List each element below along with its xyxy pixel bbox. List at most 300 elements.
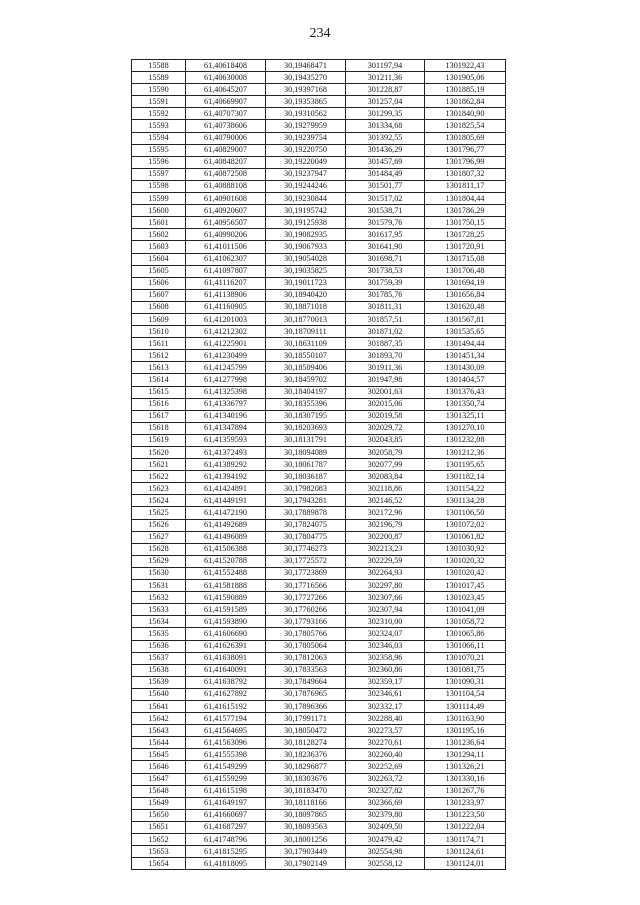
longitude-cell: 30,17716566 [266, 580, 346, 592]
latitude-cell: 61,41212302 [186, 326, 266, 338]
latitude-cell: 61,41225901 [186, 338, 266, 350]
table-row [132, 495, 506, 507]
table-row [132, 640, 506, 652]
y-coordinate-cell: 1301070,21 [425, 652, 506, 664]
longitude-cell: 30,18094089 [266, 447, 346, 459]
x-coordinate-cell: 302083,84 [346, 471, 425, 483]
longitude-cell: 30,17723869 [266, 567, 346, 579]
y-coordinate-cell: 1301066,11 [425, 640, 506, 652]
point-number-cell: 15588 [132, 60, 186, 72]
table-row [132, 410, 506, 422]
table-row [132, 96, 506, 108]
y-coordinate-cell: 1301020,42 [425, 567, 506, 579]
point-number-cell: 15652 [132, 834, 186, 846]
x-coordinate-cell: 301785,76 [346, 289, 425, 301]
point-number-cell: 15633 [132, 604, 186, 616]
table-row [132, 459, 506, 471]
point-number-cell: 15653 [132, 846, 186, 858]
longitude-cell: 30,17896366 [266, 700, 346, 712]
point-number-cell: 15650 [132, 809, 186, 821]
longitude-cell: 30,19239754 [266, 132, 346, 144]
x-coordinate-cell: 302307,94 [346, 604, 425, 616]
x-coordinate-cell: 301538,71 [346, 205, 425, 217]
table-row [132, 265, 506, 277]
y-coordinate-cell: 1301090,31 [425, 676, 506, 688]
y-coordinate-cell: 1301535,65 [425, 326, 506, 338]
point-number-cell: 15620 [132, 447, 186, 459]
latitude-cell: 61,41506388 [186, 543, 266, 555]
x-coordinate-cell: 302359,17 [346, 676, 425, 688]
latitude-cell: 61,41449191 [186, 495, 266, 507]
x-coordinate-cell: 302058,79 [346, 447, 425, 459]
latitude-cell: 61,41640091 [186, 664, 266, 676]
x-coordinate-cell: 301811,31 [346, 301, 425, 313]
point-number-cell: 15642 [132, 713, 186, 725]
point-number-cell: 15607 [132, 289, 186, 301]
latitude-cell: 61,41245799 [186, 362, 266, 374]
y-coordinate-cell: 1301656,84 [425, 289, 506, 301]
latitude-cell: 61,41615192 [186, 700, 266, 712]
y-coordinate-cell: 1301195,16 [425, 725, 506, 737]
longitude-cell: 30,18550107 [266, 350, 346, 362]
point-number-cell: 15604 [132, 253, 186, 265]
y-coordinate-cell: 1301494,44 [425, 338, 506, 350]
latitude-cell: 61,41638091 [186, 652, 266, 664]
y-coordinate-cell: 1301430,09 [425, 362, 506, 374]
longitude-cell: 30,17889878 [266, 507, 346, 519]
point-number-cell: 15608 [132, 301, 186, 313]
table-body [132, 60, 506, 870]
latitude-cell: 61,41593890 [186, 616, 266, 628]
y-coordinate-cell: 1301720,91 [425, 241, 506, 253]
latitude-cell: 61,41564695 [186, 725, 266, 737]
x-coordinate-cell: 302252,69 [346, 761, 425, 773]
table-row [132, 761, 506, 773]
x-coordinate-cell: 301698,71 [346, 253, 425, 265]
longitude-cell: 30,19353865 [266, 96, 346, 108]
table-row [132, 628, 506, 640]
y-coordinate-cell: 1301041,09 [425, 604, 506, 616]
y-coordinate-cell: 1301807,32 [425, 168, 506, 180]
point-number-cell: 15641 [132, 700, 186, 712]
longitude-cell: 30,18050472 [266, 725, 346, 737]
x-coordinate-cell: 302297,80 [346, 580, 425, 592]
point-number-cell: 15596 [132, 156, 186, 168]
longitude-cell: 30,19035825 [266, 265, 346, 277]
longitude-cell: 30,19011723 [266, 277, 346, 289]
latitude-cell: 61,41627892 [186, 688, 266, 700]
table-row [132, 374, 506, 386]
point-number-cell: 15625 [132, 507, 186, 519]
y-coordinate-cell: 1301233,97 [425, 797, 506, 809]
x-coordinate-cell: 302409,50 [346, 821, 425, 833]
y-coordinate-cell: 1301905,06 [425, 72, 506, 84]
longitude-cell: 30,19195742 [266, 205, 346, 217]
point-number-cell: 15590 [132, 84, 186, 96]
point-number-cell: 15600 [132, 205, 186, 217]
x-coordinate-cell: 301641,90 [346, 241, 425, 253]
latitude-cell: 61,41011506 [186, 241, 266, 253]
point-number-cell: 15629 [132, 555, 186, 567]
point-number-cell: 15640 [132, 688, 186, 700]
point-number-cell: 15597 [132, 168, 186, 180]
x-coordinate-cell: 301299,35 [346, 108, 425, 120]
latitude-cell: 61,41160905 [186, 301, 266, 313]
table-row [132, 229, 506, 241]
table-row [132, 350, 506, 362]
table-row [132, 434, 506, 446]
point-number-cell: 15595 [132, 144, 186, 156]
point-number-cell: 15621 [132, 459, 186, 471]
point-number-cell: 15617 [132, 410, 186, 422]
latitude-cell: 61,41581888 [186, 580, 266, 592]
x-coordinate-cell: 301436,29 [346, 144, 425, 156]
point-number-cell: 15609 [132, 313, 186, 325]
longitude-cell: 30,17812063 [266, 652, 346, 664]
table-row [132, 180, 506, 192]
x-coordinate-cell: 301228,87 [346, 84, 425, 96]
y-coordinate-cell: 1301065,86 [425, 628, 506, 640]
y-coordinate-cell: 1301825,54 [425, 120, 506, 132]
point-number-cell: 15624 [132, 495, 186, 507]
latitude-cell: 61,41336797 [186, 398, 266, 410]
longitude-cell: 30,19310562 [266, 108, 346, 120]
x-coordinate-cell: 301738,53 [346, 265, 425, 277]
y-coordinate-cell: 1301124,61 [425, 846, 506, 858]
y-coordinate-cell: 1301270,10 [425, 422, 506, 434]
point-number-cell: 15606 [132, 277, 186, 289]
table-row [132, 338, 506, 350]
point-number-cell: 15639 [132, 676, 186, 688]
y-coordinate-cell: 1301081,75 [425, 664, 506, 676]
point-number-cell: 15627 [132, 531, 186, 543]
table-row [132, 289, 506, 301]
y-coordinate-cell: 1301862,84 [425, 96, 506, 108]
x-coordinate-cell: 302029,72 [346, 422, 425, 434]
x-coordinate-cell: 301857,51 [346, 313, 425, 325]
table-row [132, 253, 506, 265]
longitude-cell: 30,17804775 [266, 531, 346, 543]
latitude-cell: 61,41472190 [186, 507, 266, 519]
x-coordinate-cell: 302263,72 [346, 773, 425, 785]
x-coordinate-cell: 302213,23 [346, 543, 425, 555]
table-row [132, 205, 506, 217]
table-row [132, 120, 506, 132]
x-coordinate-cell: 302260,40 [346, 749, 425, 761]
y-coordinate-cell: 1301796,99 [425, 156, 506, 168]
x-coordinate-cell: 301893,70 [346, 350, 425, 362]
longitude-cell: 30,17943281 [266, 495, 346, 507]
latitude-cell: 61,41563096 [186, 737, 266, 749]
table-row [132, 821, 506, 833]
table-row [132, 713, 506, 725]
table-row [132, 519, 506, 531]
longitude-cell: 30,18061787 [266, 459, 346, 471]
table-row [132, 60, 506, 72]
latitude-cell: 61,40888108 [186, 180, 266, 192]
longitude-cell: 30,18203693 [266, 422, 346, 434]
coordinates-table [131, 59, 506, 870]
latitude-cell: 61,41520788 [186, 555, 266, 567]
longitude-cell: 30,19230844 [266, 193, 346, 205]
table-row [132, 700, 506, 712]
table-row [132, 725, 506, 737]
latitude-cell: 61,41062307 [186, 253, 266, 265]
table-row [132, 108, 506, 120]
point-number-cell: 15637 [132, 652, 186, 664]
x-coordinate-cell: 302479,42 [346, 834, 425, 846]
point-number-cell: 15614 [132, 374, 186, 386]
x-coordinate-cell: 301501,77 [346, 180, 425, 192]
longitude-cell: 30,18128274 [266, 737, 346, 749]
y-coordinate-cell: 1301840,90 [425, 108, 506, 120]
latitude-cell: 61,41590889 [186, 592, 266, 604]
table-row [132, 773, 506, 785]
table-row [132, 580, 506, 592]
point-number-cell: 15626 [132, 519, 186, 531]
point-number-cell: 15643 [132, 725, 186, 737]
table-row [132, 301, 506, 313]
x-coordinate-cell: 302358,96 [346, 652, 425, 664]
table-row [132, 555, 506, 567]
table-row [132, 616, 506, 628]
latitude-cell: 61,40990206 [186, 229, 266, 241]
latitude-cell: 61,40901608 [186, 193, 266, 205]
point-number-cell: 15646 [132, 761, 186, 773]
table-row [132, 386, 506, 398]
table-row [132, 797, 506, 809]
longitude-cell: 30,18509406 [266, 362, 346, 374]
y-coordinate-cell: 1301811,17 [425, 180, 506, 192]
latitude-cell: 61,41555398 [186, 749, 266, 761]
y-coordinate-cell: 1301404,57 [425, 374, 506, 386]
latitude-cell: 61,41138906 [186, 289, 266, 301]
x-coordinate-cell: 301887,35 [346, 338, 425, 350]
longitude-cell: 30,17746273 [266, 543, 346, 555]
x-coordinate-cell: 301617,95 [346, 229, 425, 241]
point-number-cell: 15647 [132, 773, 186, 785]
latitude-cell: 61,40669907 [186, 96, 266, 108]
y-coordinate-cell: 1301030,92 [425, 543, 506, 555]
longitude-cell: 30,18307195 [266, 410, 346, 422]
longitude-cell: 30,18940420 [266, 289, 346, 301]
point-number-cell: 15628 [132, 543, 186, 555]
y-coordinate-cell: 1301223,50 [425, 809, 506, 821]
table-row [132, 543, 506, 555]
x-coordinate-cell: 301197,94 [346, 60, 425, 72]
table-row [132, 217, 506, 229]
y-coordinate-cell: 1301174,71 [425, 834, 506, 846]
page-number: 234 [309, 26, 331, 41]
x-coordinate-cell: 302307,66 [346, 592, 425, 604]
x-coordinate-cell: 302118,86 [346, 483, 425, 495]
table-row [132, 193, 506, 205]
x-coordinate-cell: 302379,80 [346, 809, 425, 821]
point-number-cell: 15602 [132, 229, 186, 241]
latitude-cell: 61,41359593 [186, 434, 266, 446]
longitude-cell: 30,18303676 [266, 773, 346, 785]
longitude-cell: 30,17824075 [266, 519, 346, 531]
y-coordinate-cell: 1301058,72 [425, 616, 506, 628]
x-coordinate-cell: 302270,61 [346, 737, 425, 749]
latitude-cell: 61,41340196 [186, 410, 266, 422]
point-number-cell: 15649 [132, 797, 186, 809]
point-number-cell: 15589 [132, 72, 186, 84]
longitude-cell: 30,18459702 [266, 374, 346, 386]
longitude-cell: 30,17903449 [266, 846, 346, 858]
y-coordinate-cell: 1301023,45 [425, 592, 506, 604]
longitude-cell: 30,19220049 [266, 156, 346, 168]
point-number-cell: 15623 [132, 483, 186, 495]
y-coordinate-cell: 1301182,14 [425, 471, 506, 483]
longitude-cell: 30,18183470 [266, 785, 346, 797]
x-coordinate-cell: 302332,17 [346, 700, 425, 712]
latitude-cell: 61,41097807 [186, 265, 266, 277]
table-row [132, 132, 506, 144]
x-coordinate-cell: 302146,52 [346, 495, 425, 507]
longitude-cell: 30,17876965 [266, 688, 346, 700]
table-row [132, 447, 506, 459]
x-coordinate-cell: 302200,87 [346, 531, 425, 543]
x-coordinate-cell: 302015,06 [346, 398, 425, 410]
y-coordinate-cell: 1301232,08 [425, 434, 506, 446]
table-row [132, 834, 506, 846]
point-number-cell: 15631 [132, 580, 186, 592]
longitude-cell: 30,18036187 [266, 471, 346, 483]
y-coordinate-cell: 1301804,44 [425, 193, 506, 205]
x-coordinate-cell: 301517,02 [346, 193, 425, 205]
y-coordinate-cell: 1301325,11 [425, 410, 506, 422]
longitude-cell: 30,19237947 [266, 168, 346, 180]
latitude-cell: 61,41549299 [186, 761, 266, 773]
longitude-cell: 30,19125938 [266, 217, 346, 229]
point-number-cell: 15648 [132, 785, 186, 797]
point-number-cell: 15613 [132, 362, 186, 374]
y-coordinate-cell: 1301154,22 [425, 483, 506, 495]
longitude-cell: 30,17849664 [266, 676, 346, 688]
longitude-cell: 30,19468471 [266, 60, 346, 72]
latitude-cell: 61,41116207 [186, 277, 266, 289]
latitude-cell: 61,40920607 [186, 205, 266, 217]
table-row [132, 507, 506, 519]
table-row [132, 676, 506, 688]
latitude-cell: 61,41559299 [186, 773, 266, 785]
y-coordinate-cell: 1301222,04 [425, 821, 506, 833]
latitude-cell: 61,41347894 [186, 422, 266, 434]
x-coordinate-cell: 302043,85 [346, 434, 425, 446]
x-coordinate-cell: 302077,99 [346, 459, 425, 471]
x-coordinate-cell: 301211,36 [346, 72, 425, 84]
longitude-cell: 30,18355396 [266, 398, 346, 410]
y-coordinate-cell: 1301267,76 [425, 785, 506, 797]
y-coordinate-cell: 1301715,08 [425, 253, 506, 265]
x-coordinate-cell: 302288,40 [346, 713, 425, 725]
latitude-cell: 61,41325398 [186, 386, 266, 398]
table-row [132, 362, 506, 374]
x-coordinate-cell: 302366,69 [346, 797, 425, 809]
x-coordinate-cell: 301579,76 [346, 217, 425, 229]
latitude-cell: 61,41496089 [186, 531, 266, 543]
latitude-cell: 61,41201003 [186, 313, 266, 325]
longitude-cell: 30,18631109 [266, 338, 346, 350]
x-coordinate-cell: 302264,93 [346, 567, 425, 579]
y-coordinate-cell: 1301350,74 [425, 398, 506, 410]
point-number-cell: 15622 [132, 471, 186, 483]
point-number-cell: 15635 [132, 628, 186, 640]
longitude-cell: 30,19067933 [266, 241, 346, 253]
y-coordinate-cell: 1301706,48 [425, 265, 506, 277]
y-coordinate-cell: 1301104,54 [425, 688, 506, 700]
latitude-cell: 61,41492689 [186, 519, 266, 531]
longitude-cell: 30,17982083 [266, 483, 346, 495]
longitude-cell: 30,17991171 [266, 713, 346, 725]
longitude-cell: 30,19054028 [266, 253, 346, 265]
latitude-cell: 61,41615198 [186, 785, 266, 797]
longitude-cell: 30,18097865 [266, 809, 346, 821]
y-coordinate-cell: 1301236,64 [425, 737, 506, 749]
point-number-cell: 15632 [132, 592, 186, 604]
longitude-cell: 30,18404197 [266, 386, 346, 398]
y-coordinate-cell: 1301728,25 [425, 229, 506, 241]
point-number-cell: 15612 [132, 350, 186, 362]
longitude-cell: 30,18001256 [266, 834, 346, 846]
latitude-cell: 61,41552488 [186, 567, 266, 579]
x-coordinate-cell: 302327,82 [346, 785, 425, 797]
table-row [132, 168, 506, 180]
longitude-cell: 30,18871018 [266, 301, 346, 313]
point-number-cell: 15619 [132, 434, 186, 446]
y-coordinate-cell: 1301567,81 [425, 313, 506, 325]
y-coordinate-cell: 1301326,21 [425, 761, 506, 773]
point-number-cell: 15638 [132, 664, 186, 676]
x-coordinate-cell: 302346,61 [346, 688, 425, 700]
y-coordinate-cell: 1301885,19 [425, 84, 506, 96]
latitude-cell: 61,40956507 [186, 217, 266, 229]
x-coordinate-cell: 302229,59 [346, 555, 425, 567]
latitude-cell: 61,41591589 [186, 604, 266, 616]
y-coordinate-cell: 1301294,11 [425, 749, 506, 761]
y-coordinate-cell: 1301114,49 [425, 700, 506, 712]
longitude-cell: 30,19397168 [266, 84, 346, 96]
table-row [132, 664, 506, 676]
table-row [132, 846, 506, 858]
longitude-cell: 30,18236376 [266, 749, 346, 761]
x-coordinate-cell: 302310,00 [346, 616, 425, 628]
latitude-cell: 61,41638792 [186, 676, 266, 688]
point-number-cell: 15644 [132, 737, 186, 749]
x-coordinate-cell: 302558,12 [346, 858, 425, 870]
point-number-cell: 15594 [132, 132, 186, 144]
y-coordinate-cell: 1301376,43 [425, 386, 506, 398]
longitude-cell: 30,18770013 [266, 313, 346, 325]
point-number-cell: 15605 [132, 265, 186, 277]
longitude-cell: 30,19220750 [266, 144, 346, 156]
latitude-cell: 61,41818095 [186, 858, 266, 870]
longitude-cell: 30,17833563 [266, 664, 346, 676]
point-number-cell: 15610 [132, 326, 186, 338]
latitude-cell: 61,41649197 [186, 797, 266, 809]
longitude-cell: 30,19279959 [266, 120, 346, 132]
table-row [132, 144, 506, 156]
table-row [132, 313, 506, 325]
point-number-cell: 15599 [132, 193, 186, 205]
y-coordinate-cell: 1301017,45 [425, 580, 506, 592]
y-coordinate-cell: 1301212,36 [425, 447, 506, 459]
table-row [132, 398, 506, 410]
table-row [132, 592, 506, 604]
x-coordinate-cell: 301759,39 [346, 277, 425, 289]
latitude-cell: 61,40790006 [186, 132, 266, 144]
